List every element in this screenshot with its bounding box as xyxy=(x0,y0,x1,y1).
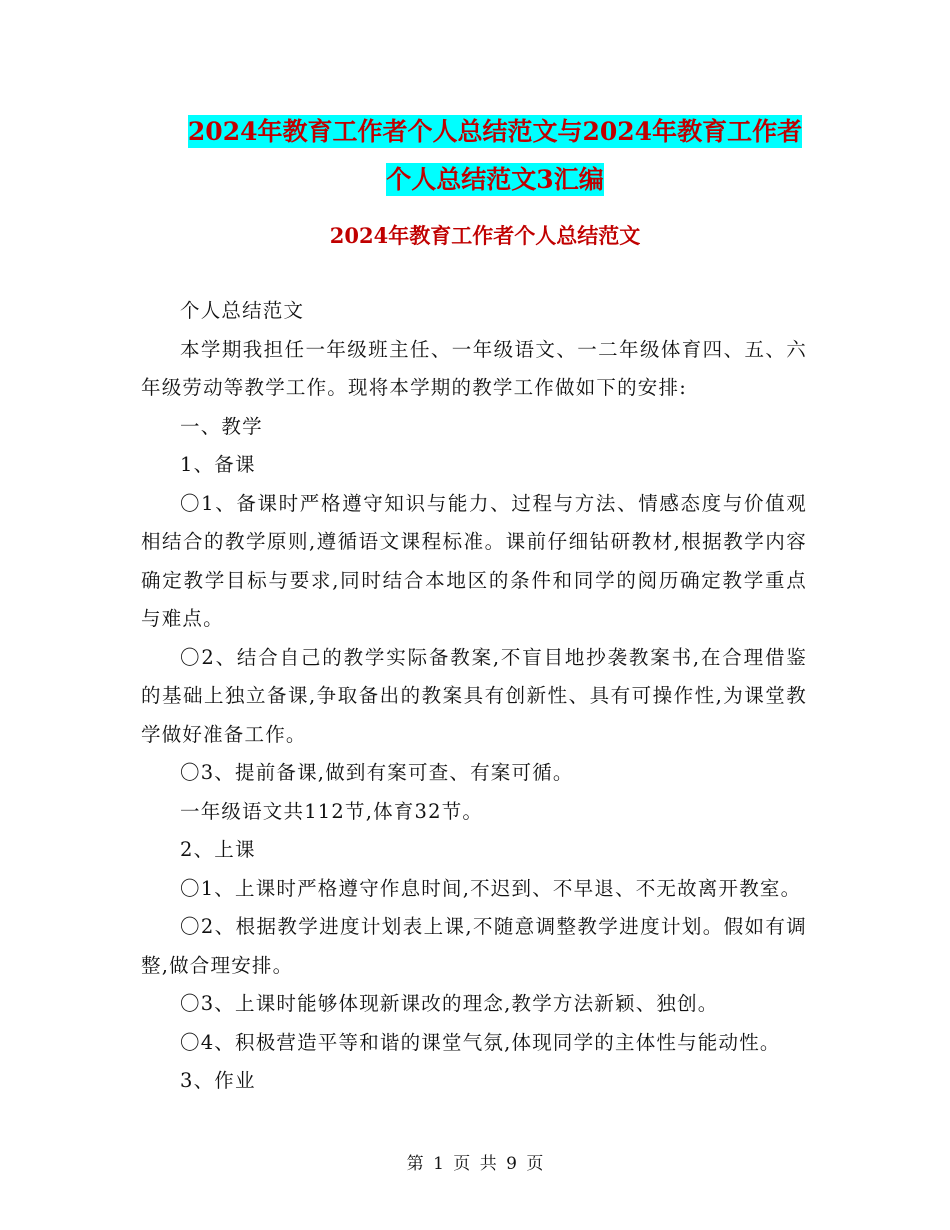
paragraph: 1、备课 xyxy=(180,453,256,476)
paragraph: 一年级语文共112节,体育32节。 xyxy=(180,799,484,823)
document-body xyxy=(141,292,807,1101)
paragraph: 〇2、结合自己的教学实际备教案,不盲目地抄袭教案书,在合理借鉴的基础上独立备课,争取备出的教案具有创新性、具有可操作性,为课堂教学做好准备工作。 xyxy=(141,645,807,746)
page-footer: 第 1 页 共 9 页 xyxy=(406,1154,544,1174)
title-line-1: 2024年教育工作者个人总结范文与2024年教育工作者 xyxy=(187,117,803,146)
section-title: 2024年教育工作者个人总结范文 xyxy=(329,223,641,248)
paragraph: 3、作业 xyxy=(180,1069,256,1092)
paragraph: 〇1、备课时严格遵守知识与能力、过程与方法、情感态度与价值观相结合的教学原则,遵循语文课程标准。课前仔细钻研教材,根据教学内容确定教学目标与要求,同时结合本地区的条件和同学的阅历确定教学重点与难点。 xyxy=(141,491,807,630)
paragraph: 本学期我担任一年级班主任、一年级语文、一二年级体育四、五、六年级劳动等教学工作。现将本学期的教学工作做如下的安排: xyxy=(141,337,807,399)
paragraph: 个人总结范文 xyxy=(180,299,305,322)
paragraph: 2、上课 xyxy=(180,838,256,861)
title-line-2: 个人总结范文3汇编 xyxy=(386,165,604,194)
paragraph: 〇4、积极营造平等和谐的课堂气氛,体现同学的主体性与能动性。 xyxy=(180,1030,781,1054)
paragraph: 〇3、提前备课,做到有案可查、有案可循。 xyxy=(180,761,574,784)
paragraph: 〇3、上课时能够体现新课改的理念,教学方法新颖、独创。 xyxy=(180,992,719,1015)
paragraph: 〇2、根据教学进度计划表上课,不随意调整教学进度计划。假如有调整,做合理安排。 xyxy=(141,915,807,977)
document-title xyxy=(140,108,850,204)
paragraph: 一、教学 xyxy=(180,414,263,438)
paragraph: 〇1、上课时严格遵守作息时间,不迟到、不早退、不无故离开教室。 xyxy=(180,876,802,900)
